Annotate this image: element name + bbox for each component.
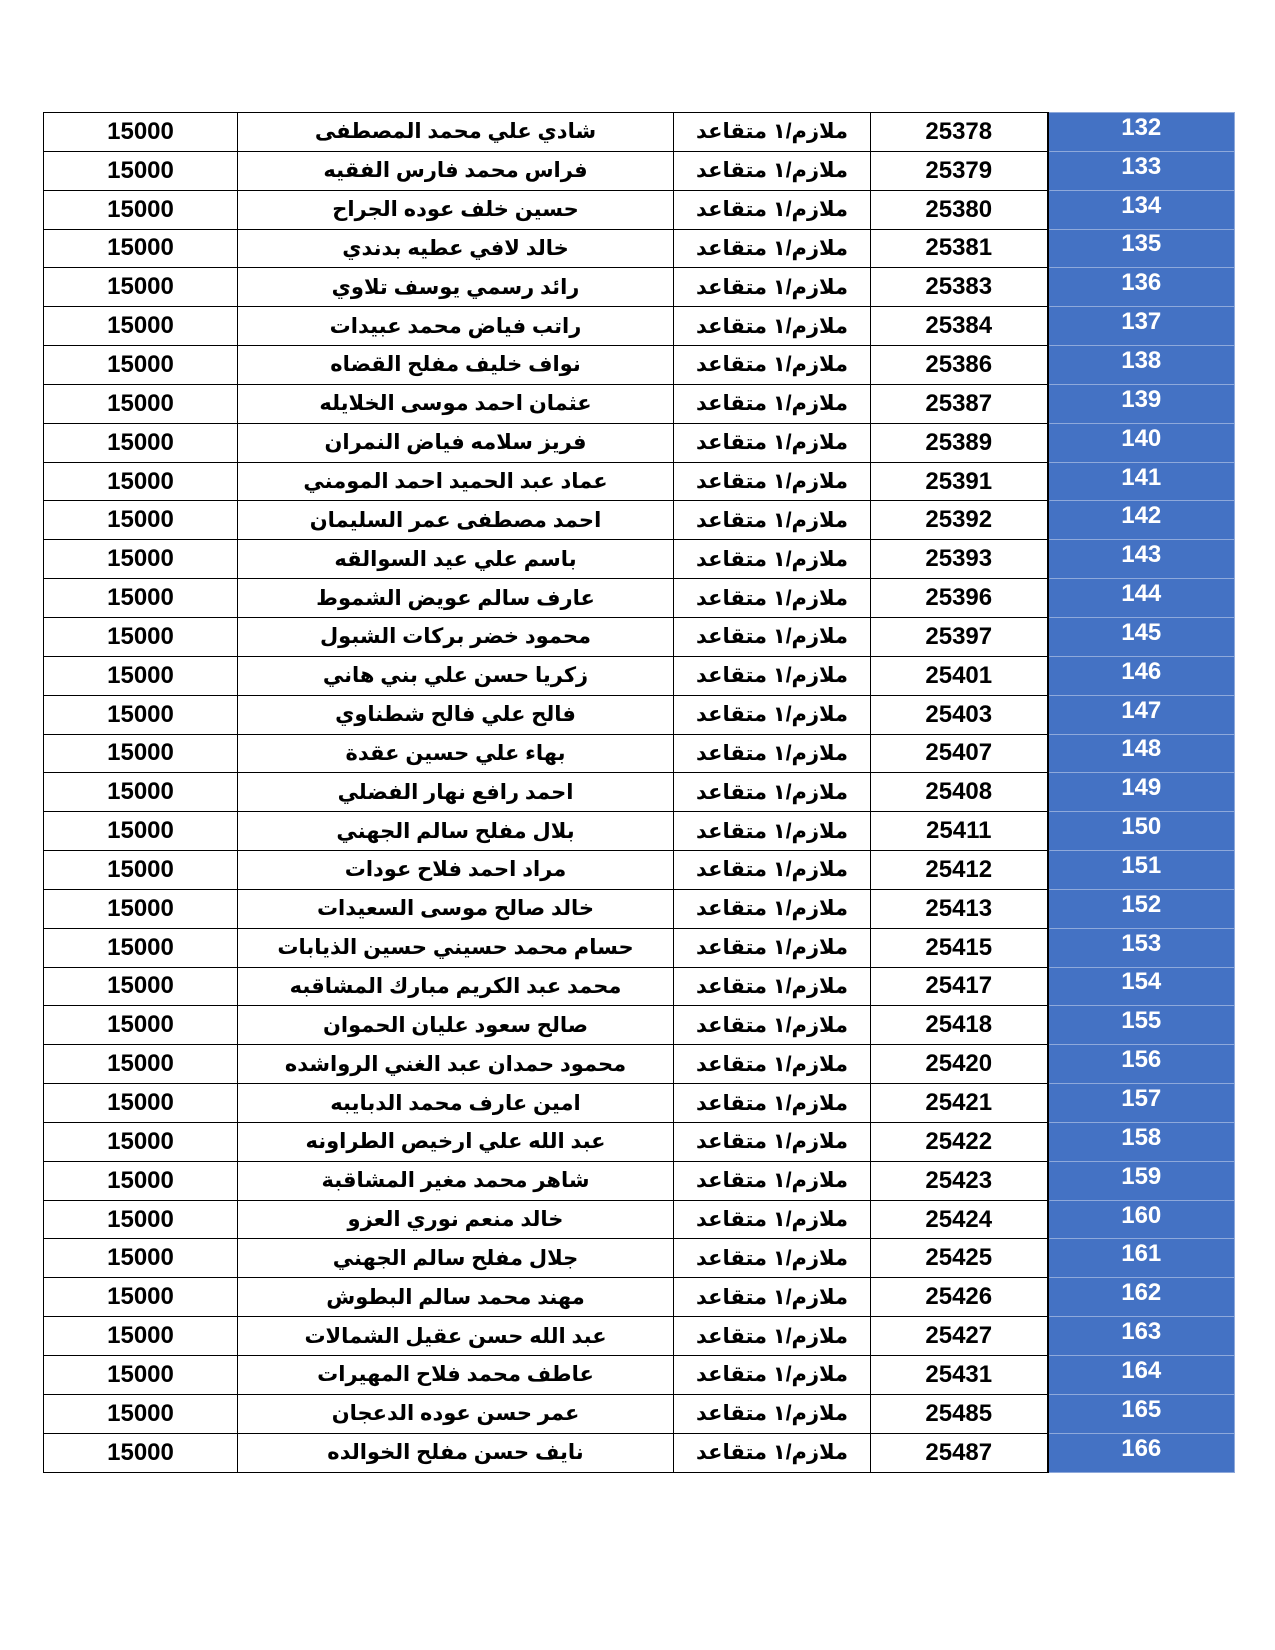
amount-cell: 15000 — [44, 928, 238, 967]
sequence-number-cell: 143 — [1048, 540, 1235, 579]
name-cell: فالح علي فالح شطناوي — [238, 695, 674, 734]
amount-cell: 15000 — [44, 1433, 238, 1472]
sequence-number-cell: 133 — [1048, 151, 1235, 190]
rank-cell: ملازم/١ متقاعد — [674, 423, 871, 462]
military-number-cell: 25485 — [871, 1394, 1048, 1433]
rank-cell: ملازم/١ متقاعد — [674, 734, 871, 773]
military-number-cell: 25412 — [871, 851, 1048, 890]
sequence-number-cell: 163 — [1048, 1317, 1235, 1356]
sequence-number-cell: 142 — [1048, 501, 1235, 540]
table-row — [44, 1045, 1235, 1084]
amount-cell: 15000 — [44, 1356, 238, 1395]
sequence-number-cell: 145 — [1048, 617, 1235, 656]
rank-cell: ملازم/١ متقاعد — [674, 889, 871, 928]
table-row — [44, 851, 1235, 890]
table-row — [44, 928, 1235, 967]
table-row — [44, 346, 1235, 385]
amount-cell: 15000 — [44, 851, 238, 890]
table-row — [44, 268, 1235, 307]
military-number-cell: 25420 — [871, 1045, 1048, 1084]
amount-cell: 15000 — [44, 462, 238, 501]
military-number-cell: 25425 — [871, 1239, 1048, 1278]
table-row — [44, 967, 1235, 1006]
sequence-number-cell: 139 — [1048, 384, 1235, 423]
table-row — [44, 190, 1235, 229]
table-row — [44, 423, 1235, 462]
military-number-cell: 25403 — [871, 695, 1048, 734]
amount-cell: 15000 — [44, 229, 238, 268]
sequence-number-cell: 140 — [1048, 423, 1235, 462]
name-cell: باسم علي عيد السوالقه — [238, 540, 674, 579]
sequence-number-cell: 158 — [1048, 1122, 1235, 1161]
table-row — [44, 1278, 1235, 1317]
rank-cell: ملازم/١ متقاعد — [674, 384, 871, 423]
amount-cell: 15000 — [44, 384, 238, 423]
retirees-table — [43, 112, 1235, 1473]
name-cell: رائد رسمي يوسف تلاوي — [238, 268, 674, 307]
military-number-cell: 25380 — [871, 190, 1048, 229]
sequence-number-cell: 160 — [1048, 1200, 1235, 1239]
military-number-cell: 25391 — [871, 462, 1048, 501]
sequence-number-cell: 162 — [1048, 1278, 1235, 1317]
rank-cell: ملازم/١ متقاعد — [674, 1278, 871, 1317]
sequence-number-cell: 136 — [1048, 268, 1235, 307]
rank-cell: ملازم/١ متقاعد — [674, 1122, 871, 1161]
rank-cell: ملازم/١ متقاعد — [674, 1394, 871, 1433]
rank-cell: ملازم/١ متقاعد — [674, 229, 871, 268]
name-cell: محمود خضر بركات الشبول — [238, 617, 674, 656]
rank-cell: ملازم/١ متقاعد — [674, 1200, 871, 1239]
name-cell: عاطف محمد فلاح المهيرات — [238, 1356, 674, 1395]
amount-cell: 15000 — [44, 346, 238, 385]
rank-cell: ملازم/١ متقاعد — [674, 346, 871, 385]
military-number-cell: 25379 — [871, 151, 1048, 190]
table-row — [44, 540, 1235, 579]
sequence-number-cell: 151 — [1048, 851, 1235, 890]
amount-cell: 15000 — [44, 190, 238, 229]
amount-cell: 15000 — [44, 617, 238, 656]
name-cell: حسين خلف عوده الجراح — [238, 190, 674, 229]
sequence-number-cell: 164 — [1048, 1356, 1235, 1395]
military-number-cell: 25396 — [871, 579, 1048, 618]
sequence-number-cell: 134 — [1048, 190, 1235, 229]
military-number-cell: 25418 — [871, 1006, 1048, 1045]
rank-cell: ملازم/١ متقاعد — [674, 1317, 871, 1356]
rank-cell: ملازم/١ متقاعد — [674, 307, 871, 346]
table-row — [44, 229, 1235, 268]
amount-cell: 15000 — [44, 773, 238, 812]
amount-cell: 15000 — [44, 1200, 238, 1239]
amount-cell: 15000 — [44, 1317, 238, 1356]
rank-cell: ملازم/١ متقاعد — [674, 695, 871, 734]
rank-cell: ملازم/١ متقاعد — [674, 501, 871, 540]
military-number-cell: 25415 — [871, 928, 1048, 967]
name-cell: خالد صالح موسى السعيدات — [238, 889, 674, 928]
sequence-number-cell: 157 — [1048, 1084, 1235, 1123]
table-row — [44, 1394, 1235, 1433]
table-row — [44, 579, 1235, 618]
rank-cell: ملازم/١ متقاعد — [674, 1433, 871, 1472]
table-row — [44, 1006, 1235, 1045]
rank-cell: ملازم/١ متقاعد — [674, 1045, 871, 1084]
name-cell: عارف سالم عويض الشموط — [238, 579, 674, 618]
military-number-cell: 25424 — [871, 1200, 1048, 1239]
table-row — [44, 1433, 1235, 1472]
military-number-cell: 25421 — [871, 1084, 1048, 1123]
name-cell: محمود حمدان عبد الغني الرواشده — [238, 1045, 674, 1084]
sequence-number-cell: 154 — [1048, 967, 1235, 1006]
amount-cell: 15000 — [44, 113, 238, 152]
rank-cell: ملازم/١ متقاعد — [674, 1356, 871, 1395]
table-row — [44, 151, 1235, 190]
sequence-number-cell: 150 — [1048, 812, 1235, 851]
name-cell: عثمان احمد موسى الخلايله — [238, 384, 674, 423]
military-number-cell: 25413 — [871, 889, 1048, 928]
amount-cell: 15000 — [44, 579, 238, 618]
name-cell: بهاء علي حسين عقدة — [238, 734, 674, 773]
rank-cell: ملازم/١ متقاعد — [674, 812, 871, 851]
table-row — [44, 384, 1235, 423]
sequence-number-cell: 156 — [1048, 1045, 1235, 1084]
amount-cell: 15000 — [44, 889, 238, 928]
amount-cell: 15000 — [44, 1161, 238, 1200]
name-cell: خالد منعم نوري العزو — [238, 1200, 674, 1239]
military-number-cell: 25401 — [871, 656, 1048, 695]
name-cell: مراد احمد فلاح عودات — [238, 851, 674, 890]
amount-cell: 15000 — [44, 967, 238, 1006]
name-cell: فريز سلامه فياض النمران — [238, 423, 674, 462]
amount-cell: 15000 — [44, 1045, 238, 1084]
table-row — [44, 695, 1235, 734]
table-row — [44, 1122, 1235, 1161]
amount-cell: 15000 — [44, 1084, 238, 1123]
sequence-number-cell: 141 — [1048, 462, 1235, 501]
amount-cell: 15000 — [44, 734, 238, 773]
military-number-cell: 25408 — [871, 773, 1048, 812]
rank-cell: ملازم/١ متقاعد — [674, 151, 871, 190]
rank-cell: ملازم/١ متقاعد — [674, 1006, 871, 1045]
name-cell: نايف حسن مفلح الخوالده — [238, 1433, 674, 1472]
sequence-number-cell: 138 — [1048, 346, 1235, 385]
name-cell: فراس محمد فارس الفقيه — [238, 151, 674, 190]
rank-cell: ملازم/١ متقاعد — [674, 540, 871, 579]
sequence-number-cell: 147 — [1048, 695, 1235, 734]
military-number-cell: 25392 — [871, 501, 1048, 540]
sequence-number-cell: 155 — [1048, 1006, 1235, 1045]
rank-cell: ملازم/١ متقاعد — [674, 617, 871, 656]
rank-cell: ملازم/١ متقاعد — [674, 967, 871, 1006]
sequence-number-cell: 132 — [1048, 113, 1235, 152]
name-cell: عبد الله علي ارخيص الطراونه — [238, 1122, 674, 1161]
name-cell: شادي علي محمد المصطفى — [238, 113, 674, 152]
amount-cell: 15000 — [44, 812, 238, 851]
amount-cell: 15000 — [44, 307, 238, 346]
table-row — [44, 1084, 1235, 1123]
name-cell: امين عارف محمد الدبايبه — [238, 1084, 674, 1123]
military-number-cell: 25411 — [871, 812, 1048, 851]
rank-cell: ملازم/١ متقاعد — [674, 190, 871, 229]
table-body — [44, 113, 1235, 1473]
military-number-cell: 25422 — [871, 1122, 1048, 1161]
name-cell: محمد عبد الكريم مبارك المشاقبه — [238, 967, 674, 1006]
sequence-number-cell: 146 — [1048, 656, 1235, 695]
table-row — [44, 812, 1235, 851]
table-row — [44, 1161, 1235, 1200]
military-number-cell: 25426 — [871, 1278, 1048, 1317]
name-cell: نواف خليف مفلح القضاه — [238, 346, 674, 385]
table-row — [44, 1317, 1235, 1356]
military-number-cell: 25397 — [871, 617, 1048, 656]
military-number-cell: 25423 — [871, 1161, 1048, 1200]
amount-cell: 15000 — [44, 1006, 238, 1045]
amount-cell: 15000 — [44, 1239, 238, 1278]
table-row — [44, 1356, 1235, 1395]
rank-cell: ملازم/١ متقاعد — [674, 928, 871, 967]
amount-cell: 15000 — [44, 268, 238, 307]
table-row — [44, 889, 1235, 928]
sequence-number-cell: 166 — [1048, 1433, 1235, 1472]
military-number-cell: 25378 — [871, 113, 1048, 152]
name-cell: شاهر محمد مغير المشاقبة — [238, 1161, 674, 1200]
table-row — [44, 1200, 1235, 1239]
name-cell: عبد الله حسن عقيل الشمالات — [238, 1317, 674, 1356]
sequence-number-cell: 148 — [1048, 734, 1235, 773]
rank-cell: ملازم/١ متقاعد — [674, 1239, 871, 1278]
name-cell: صالح سعود عليان الحموان — [238, 1006, 674, 1045]
name-cell: زكريا حسن علي بني هاني — [238, 656, 674, 695]
table-row — [44, 617, 1235, 656]
table-row — [44, 462, 1235, 501]
amount-cell: 15000 — [44, 151, 238, 190]
name-cell: بلال مفلح سالم الجهني — [238, 812, 674, 851]
sequence-number-cell: 135 — [1048, 229, 1235, 268]
name-cell: راتب فياض محمد عبيدات — [238, 307, 674, 346]
rank-cell: ملازم/١ متقاعد — [674, 851, 871, 890]
sequence-number-cell: 161 — [1048, 1239, 1235, 1278]
table-row — [44, 501, 1235, 540]
name-cell: عماد عبد الحميد احمد المومني — [238, 462, 674, 501]
military-number-cell: 25427 — [871, 1317, 1048, 1356]
table-row — [44, 307, 1235, 346]
military-number-cell: 25431 — [871, 1356, 1048, 1395]
military-number-cell: 25393 — [871, 540, 1048, 579]
amount-cell: 15000 — [44, 501, 238, 540]
military-number-cell: 25407 — [871, 734, 1048, 773]
rank-cell: ملازم/١ متقاعد — [674, 773, 871, 812]
sequence-number-cell: 152 — [1048, 889, 1235, 928]
rank-cell: ملازم/١ متقاعد — [674, 1161, 871, 1200]
name-cell: عمر حسن عوده الدعجان — [238, 1394, 674, 1433]
amount-cell: 15000 — [44, 1278, 238, 1317]
sequence-number-cell: 149 — [1048, 773, 1235, 812]
military-number-cell: 25487 — [871, 1433, 1048, 1472]
military-number-cell: 25417 — [871, 967, 1048, 1006]
table-row — [44, 656, 1235, 695]
military-number-cell: 25383 — [871, 268, 1048, 307]
sequence-number-cell: 144 — [1048, 579, 1235, 618]
name-cell: مهند محمد سالم البطوش — [238, 1278, 674, 1317]
sequence-number-cell: 165 — [1048, 1394, 1235, 1433]
amount-cell: 15000 — [44, 423, 238, 462]
sequence-number-cell: 159 — [1048, 1161, 1235, 1200]
name-cell: جلال مفلح سالم الجهني — [238, 1239, 674, 1278]
rank-cell: ملازم/١ متقاعد — [674, 1084, 871, 1123]
rank-cell: ملازم/١ متقاعد — [674, 462, 871, 501]
name-cell: حسام محمد حسيني حسين الذيابات — [238, 928, 674, 967]
sequence-number-cell: 153 — [1048, 928, 1235, 967]
amount-cell: 15000 — [44, 656, 238, 695]
sequence-number-cell: 137 — [1048, 307, 1235, 346]
name-cell: احمد مصطفى عمر السليمان — [238, 501, 674, 540]
rank-cell: ملازم/١ متقاعد — [674, 579, 871, 618]
table-row — [44, 773, 1235, 812]
name-cell: احمد رافع نهار الفضلي — [238, 773, 674, 812]
amount-cell: 15000 — [44, 1394, 238, 1433]
amount-cell: 15000 — [44, 695, 238, 734]
table-row — [44, 1239, 1235, 1278]
name-cell: خالد لافي عطيه بدندي — [238, 229, 674, 268]
military-number-cell: 25381 — [871, 229, 1048, 268]
amount-cell: 15000 — [44, 540, 238, 579]
rank-cell: ملازم/١ متقاعد — [674, 113, 871, 152]
table-row — [44, 113, 1235, 152]
table-row — [44, 734, 1235, 773]
military-number-cell: 25384 — [871, 307, 1048, 346]
amount-cell: 15000 — [44, 1122, 238, 1161]
military-number-cell: 25386 — [871, 346, 1048, 385]
rank-cell: ملازم/١ متقاعد — [674, 268, 871, 307]
military-number-cell: 25387 — [871, 384, 1048, 423]
military-number-cell: 25389 — [871, 423, 1048, 462]
rank-cell: ملازم/١ متقاعد — [674, 656, 871, 695]
